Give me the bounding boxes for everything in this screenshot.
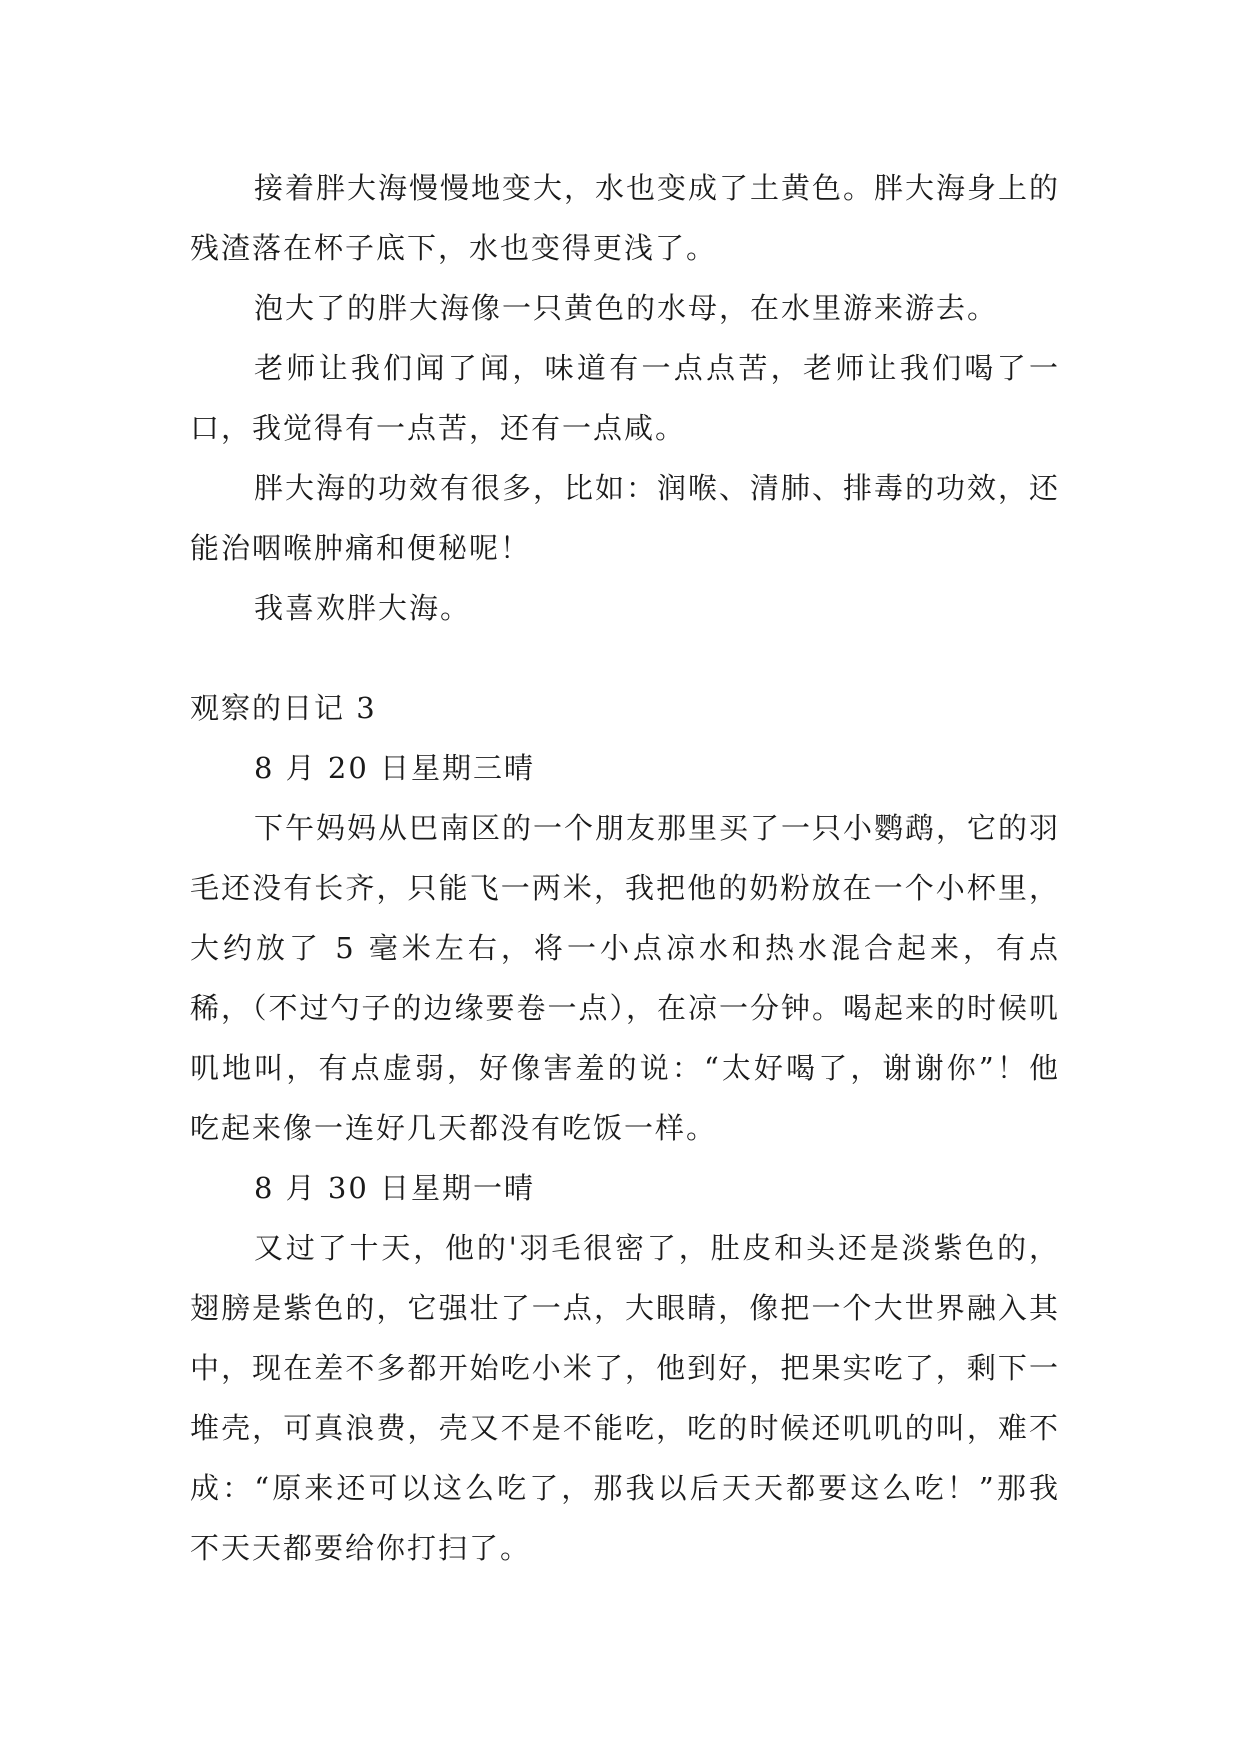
- entry-date: 8 月 30 日星期一晴: [254, 1171, 536, 1205]
- paragraph: 胖大海的功效有很多，比如：润喉、清肺、排毒的功效，还能治咽喉肿痛和便秘呢！: [190, 471, 1061, 565]
- entry-date: 8 月 20 日星期三晴: [254, 751, 536, 785]
- entry-text: 下午妈妈从巴南区的一个朋友那里买了一只小鹦鹉，它的羽毛还没有长齐，只能飞一两米，我把他的奶粉放在一个小杯里，大约放了 5 毫米左右，将一小点凉水和热水混合起来，有点稀，（不过勺子的边缘要卷一点），在凉一分钟。喝起来的时候叽叽地叫，有点虚弱，好像害羞的说：“太好喝了，谢谢你”！他吃起来像一连好几天都没有吃饭一样。: [190, 811, 1061, 1145]
- paragraph: 我喜欢胖大海。: [254, 591, 472, 625]
- paragraph: 老师让我们闻了闻，味道有一点点苦，老师让我们喝了一口，我觉得有一点苦，还有一点咸。: [190, 351, 1060, 445]
- paragraph: 泡大了的胖大海像一只黄色的水母，在水里游来游去。: [254, 291, 999, 325]
- section-title: 观察的日记 3: [190, 691, 377, 725]
- text-section-diary: [190, 678, 1060, 1578]
- text-section-top: [190, 158, 1060, 638]
- entry-text: 又过了十天，他的'羽毛很密了，肚皮和头还是淡紫色的，翅膀是紫色的，它强壮了一点，大眼睛，像把一个大世界融入其中，现在差不多都开始吃小米了，他到好，把果实吃了，剩下一堆壳，可真浪费，壳又不是不能吃，吃的时候还叽叽的叫，难不成：“原来还可以这么吃了，那我以后天天都要这么吃！”那我不天天都要给你打扫了。: [190, 1231, 1060, 1565]
- paragraph: 接着胖大海慢慢地变大，水也变成了土黄色。胖大海身上的残渣落在杯子底下，水也变得更浅了。: [190, 171, 1061, 265]
